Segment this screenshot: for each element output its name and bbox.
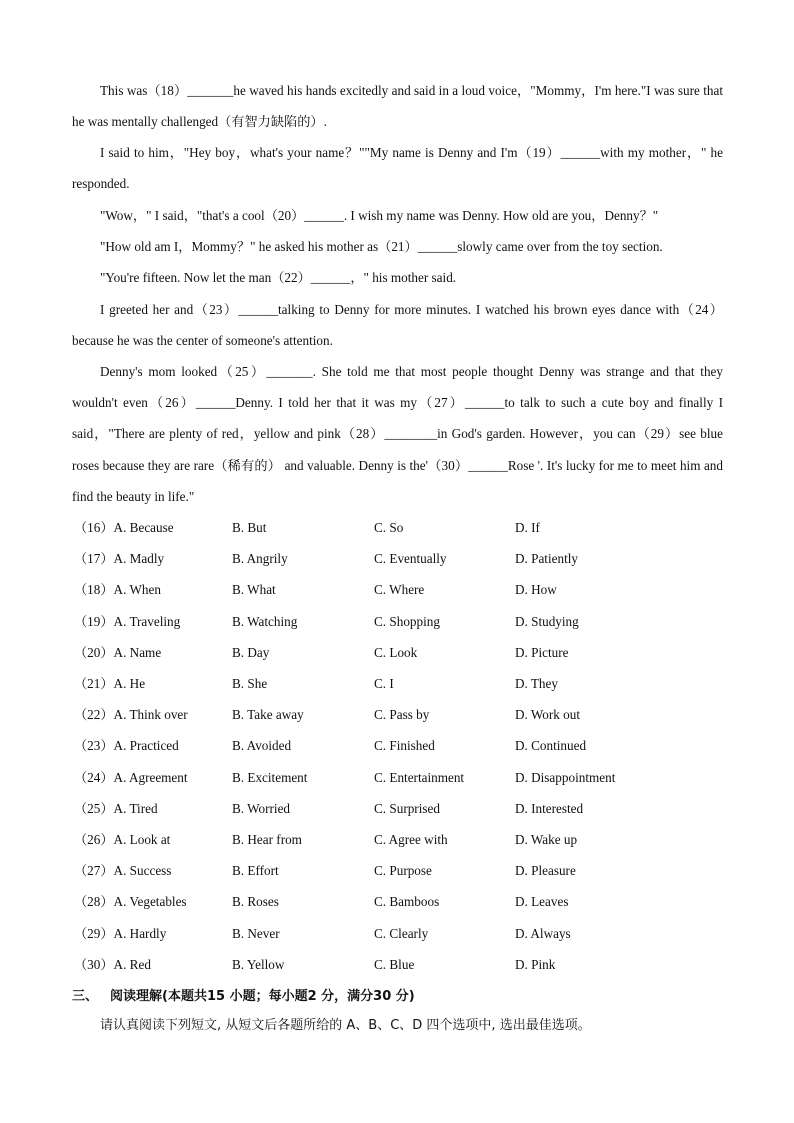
- option-a[interactable]: （17）A. Madly: [74, 551, 165, 567]
- option-b[interactable]: B. Never: [232, 925, 280, 941]
- option-c[interactable]: C. Finished: [374, 738, 435, 754]
- option-b[interactable]: B. Day: [232, 644, 270, 660]
- option-a[interactable]: （29）A. Hardly: [74, 925, 167, 941]
- option-d[interactable]: D. Continued: [515, 738, 587, 754]
- option-row: [72, 922, 723, 946]
- passage-paragraph: I greeted her and（23）______talking to Denny for more minutes. I watched his brown eyes dance with（24）because he was the center of someone's attention.: [72, 302, 723, 349]
- option-row: [72, 734, 723, 758]
- option-c[interactable]: C. Surprised: [374, 800, 440, 816]
- option-row: [72, 547, 723, 571]
- option-a[interactable]: （16）A. Because: [74, 520, 174, 535]
- option-b[interactable]: B. What: [232, 582, 276, 598]
- option-d[interactable]: D. Always: [515, 925, 571, 941]
- passage-paragraph: "Wow，" I said，"that's a cool（20）______. I wish my name was Denny. How old are you，Denny？": [100, 208, 659, 223]
- option-a[interactable]: （24）A. Agreement: [74, 769, 188, 785]
- option-b[interactable]: B. She: [232, 676, 268, 691]
- option-a[interactable]: （21）A. He: [74, 676, 146, 691]
- option-b[interactable]: B. Avoided: [232, 738, 292, 754]
- option-b[interactable]: B. Angrily: [232, 551, 288, 567]
- passage-paragraph: Denny's mom looked（25）_______. She told me that most people thought Denny was strange and that they wouldn't even（26）______Denny. I told her that it was my（27）______to talk to such a cute boy and finally I said，"There are plenty of red，yellow and pink（28）________in God's garden. However，you can（29）see blue roses because they are rare（稀有的） and valuable. Denny is the'（30）______Rose '. It's lucky for me to meet him and find the beauty in life.": [72, 364, 723, 504]
- option-c[interactable]: C. Bamboos: [374, 894, 440, 910]
- option-row: [72, 828, 723, 852]
- option-c[interactable]: C. Clearly: [374, 925, 429, 941]
- section-instruction: 请认真阅读下列短文, 从短文后各题所给的 A、B、C、D 四个选项中, 选出最佳选项。: [100, 1018, 591, 1033]
- option-d[interactable]: D. How: [515, 582, 557, 598]
- option-d[interactable]: D. Wake up: [515, 832, 578, 847]
- option-a[interactable]: （30）A. Red: [74, 956, 151, 972]
- option-a[interactable]: （27）A. Success: [74, 863, 172, 879]
- option-b[interactable]: B. Watching: [232, 613, 298, 629]
- section-title: 阅读理解(本题共15 小题；每小题2 分，满分30 分): [110, 989, 415, 1004]
- option-d[interactable]: D. They: [515, 676, 558, 691]
- option-d[interactable]: D. Work out: [515, 707, 580, 723]
- option-b[interactable]: B. Hear from: [232, 832, 302, 847]
- option-d[interactable]: D. Picture: [515, 644, 569, 660]
- option-c[interactable]: C. Eventually: [374, 551, 447, 567]
- option-b[interactable]: B. Take away: [232, 707, 304, 723]
- option-b[interactable]: B. But: [232, 520, 267, 535]
- option-row: [72, 797, 723, 821]
- option-d[interactable]: D. Patiently: [515, 551, 579, 567]
- option-a[interactable]: （18）A. When: [74, 582, 161, 598]
- option-row: [72, 610, 723, 634]
- option-c[interactable]: C. I: [374, 676, 394, 691]
- option-d[interactable]: D. Disappointment: [515, 769, 616, 785]
- option-row: [72, 766, 723, 790]
- option-b[interactable]: B. Yellow: [232, 956, 285, 972]
- passage-paragraph: "You're fifteen. Now let the man（22）______，" his mother said.: [100, 270, 457, 285]
- option-c[interactable]: C. Entertainment: [374, 769, 465, 785]
- option-row: [72, 859, 723, 883]
- option-d[interactable]: D. If: [515, 520, 540, 535]
- option-d[interactable]: D. Interested: [515, 800, 584, 816]
- option-a[interactable]: （25）A. Tired: [74, 800, 158, 816]
- option-b[interactable]: B. Worried: [232, 800, 291, 816]
- option-a[interactable]: （20）A. Name: [74, 644, 162, 660]
- option-row: [72, 953, 723, 977]
- option-row: [72, 890, 723, 914]
- option-b[interactable]: B. Effort: [232, 863, 279, 879]
- option-c[interactable]: C. Shopping: [374, 613, 440, 629]
- option-row: [72, 672, 723, 696]
- option-c[interactable]: C. Where: [374, 582, 425, 598]
- option-row: [72, 641, 723, 665]
- option-c[interactable]: C. Look: [374, 644, 418, 660]
- option-c[interactable]: C. Pass by: [374, 707, 430, 723]
- option-c[interactable]: C. So: [374, 520, 404, 535]
- section-number: 三、: [72, 989, 99, 1004]
- passage-paragraph: This was（18）_______he waved his hands excitedly and said in a loud voice，"Mommy，I'm here."I was sure that he was mentally challenged（有智力缺陷的）.: [72, 83, 723, 130]
- option-a[interactable]: （22）A. Think over: [74, 707, 188, 723]
- option-b[interactable]: B. Roses: [232, 894, 279, 910]
- option-c[interactable]: C. Purpose: [374, 863, 432, 879]
- option-a[interactable]: （23）A. Practiced: [74, 738, 179, 754]
- section-heading: [72, 985, 415, 1009]
- option-b[interactable]: B. Excitement: [232, 769, 308, 785]
- passage-paragraph: I said to him，"Hey boy，what's your name？""My name is Denny and I'm（19）______with my mother，" he responded.: [72, 145, 723, 192]
- option-row: [72, 703, 723, 727]
- option-d[interactable]: D. Studying: [515, 613, 579, 629]
- option-row: [72, 516, 723, 540]
- option-c[interactable]: C. Agree with: [374, 832, 448, 847]
- option-a[interactable]: （26）A. Look at: [74, 832, 171, 847]
- option-d[interactable]: D. Pleasure: [515, 863, 576, 879]
- option-c[interactable]: C. Blue: [374, 956, 415, 972]
- option-d[interactable]: D. Leaves: [515, 894, 569, 910]
- option-a[interactable]: （28）A. Vegetables: [74, 894, 187, 910]
- passage-paragraph: "How old am I，Mommy？" he asked his mother as（21）______slowly came over from the toy section.: [100, 239, 663, 254]
- option-d[interactable]: D. Pink: [515, 956, 556, 972]
- option-a[interactable]: （19）A. Traveling: [74, 613, 181, 629]
- option-row: [72, 578, 723, 602]
